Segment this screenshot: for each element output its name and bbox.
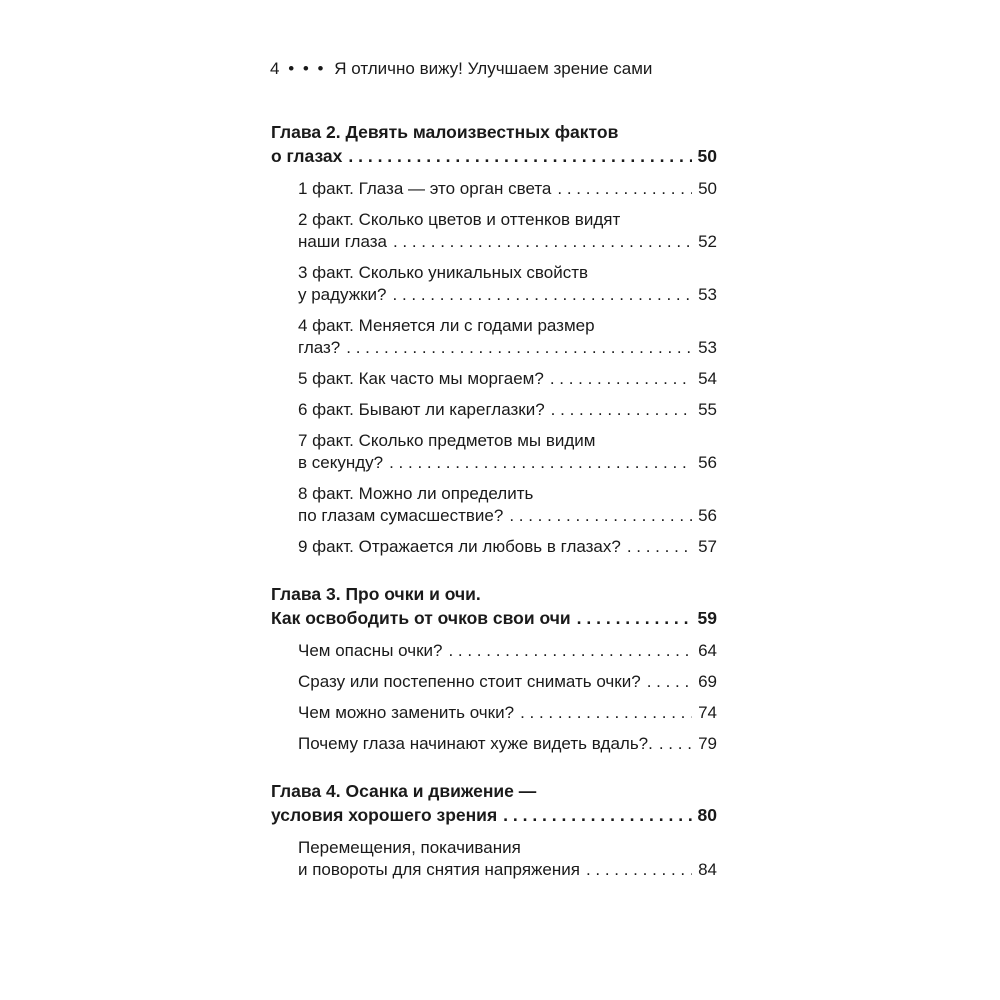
entry-title-cont: наши глаза	[298, 232, 387, 251]
entry-page-number: 64	[698, 641, 717, 660]
chapter-2	[271, 120, 717, 558]
chapter-page-number: 50	[697, 146, 717, 166]
toc-entry	[298, 209, 717, 253]
chapter-title	[271, 120, 717, 168]
dot-leader	[577, 606, 692, 630]
dot-leader	[551, 399, 692, 421]
entry-title: 5 факт. Как часто мы моргаем?	[298, 369, 544, 388]
toc-entry	[298, 837, 717, 881]
entry-title: 4 факт. Меняется ли с годами размер	[298, 316, 595, 335]
entry-page-number: 55	[698, 400, 717, 419]
dot-leader	[393, 231, 692, 253]
entry-title: Чем можно заменить очки?	[298, 703, 515, 722]
dot-leader	[393, 284, 693, 306]
toc-entry	[298, 733, 717, 755]
entry-page-number: 69	[698, 672, 717, 691]
entry-title: 9 факт. Отражается ли любовь в глазах?	[298, 537, 621, 556]
chapter-title-line1: Глава 3. Про очки и очи.	[271, 584, 481, 604]
dot-leader	[348, 144, 691, 168]
entry-page-number: 52	[698, 232, 717, 251]
toc-entry	[298, 430, 717, 474]
entry-title-cont: глаз?	[298, 338, 341, 357]
entry-title: Перемещения, покачивания	[298, 838, 521, 857]
chapter-entries	[271, 178, 717, 558]
chapter-entries	[271, 837, 717, 881]
chapter-title-line2: о глазах	[271, 146, 343, 166]
running-header	[270, 58, 652, 80]
chapter-title-line2: условия хорошего зрения	[271, 805, 498, 825]
entry-title: 1 факт. Глаза — это орган света	[298, 179, 552, 198]
dot-leader	[520, 702, 692, 724]
entry-title: 7 факт. Сколько предметов мы видим	[298, 431, 596, 450]
chapter-title-line1: Глава 4. Осанка и движение —	[271, 781, 537, 801]
toc-entry	[298, 640, 717, 662]
entry-page-number: 57	[698, 537, 717, 556]
entry-page-number: 56	[698, 506, 717, 525]
dot-leader	[586, 859, 692, 881]
dot-leader	[659, 733, 692, 755]
chapter-3	[271, 582, 717, 755]
dot-leader	[647, 671, 692, 693]
toc-entry	[298, 315, 717, 359]
dot-leader	[448, 640, 692, 662]
toc-entry	[298, 178, 717, 200]
toc-entry	[298, 368, 717, 390]
entry-page-number: 74	[698, 703, 717, 722]
dot-leader	[346, 337, 692, 359]
entry-title: 8 факт. Можно ли определить	[298, 484, 534, 503]
chapter-title	[271, 779, 717, 827]
entry-page-number: 54	[698, 369, 717, 388]
chapter-title-line2: Как освободить от очков свои очи	[271, 608, 571, 628]
toc-entry	[298, 483, 717, 527]
entry-title-cont: по глазам сумасшествие?	[298, 506, 504, 525]
entry-title: 2 факт. Сколько цветов и оттенков видят	[298, 210, 621, 229]
dot-leader	[627, 536, 692, 558]
book-title: Я отлично вижу! Улучшаем зрение сами	[334, 59, 653, 78]
entry-page-number: 53	[698, 285, 717, 304]
chapter-title	[271, 582, 717, 630]
dot-leader	[503, 803, 691, 827]
toc-entry	[298, 399, 717, 421]
chapter-title-line1: Глава 2. Девять малоизвестных фактов	[271, 122, 619, 142]
entry-page-number: 79	[698, 734, 717, 753]
entry-title: Почему глаза начинают хуже видеть вдаль?.	[298, 734, 653, 753]
toc-entry	[298, 262, 717, 306]
chapter-page-number: 59	[697, 608, 717, 628]
chapter-4	[271, 779, 717, 881]
header-separator: • • •	[288, 59, 326, 78]
dot-leader	[550, 368, 692, 390]
entry-title: 6 факт. Бывают ли кареглазки?	[298, 400, 545, 419]
page-number: 4	[270, 59, 280, 78]
toc-entry	[298, 671, 717, 693]
entry-page-number: 50	[698, 179, 717, 198]
dot-leader	[557, 178, 692, 200]
toc-entry	[298, 536, 717, 558]
dot-leader	[509, 505, 692, 527]
chapter-entries	[271, 640, 717, 755]
dot-leader	[389, 452, 692, 474]
chapter-page-number: 80	[697, 805, 717, 825]
entry-title-cont: и повороты для снятия напряжения	[298, 860, 580, 879]
entry-page-number: 53	[698, 338, 717, 357]
table-of-contents	[271, 120, 717, 905]
entry-page-number: 84	[698, 860, 717, 879]
entry-title: Чем опасны очки?	[298, 641, 443, 660]
entry-title-cont: в секунду?	[298, 453, 384, 472]
entry-title-cont: у радужки?	[298, 285, 387, 304]
entry-page-number: 56	[698, 453, 717, 472]
entry-title: Сразу или постепенно стоит снимать очки?	[298, 672, 641, 691]
entry-title: 3 факт. Сколько уникальных свойств	[298, 263, 589, 282]
toc-entry	[298, 702, 717, 724]
